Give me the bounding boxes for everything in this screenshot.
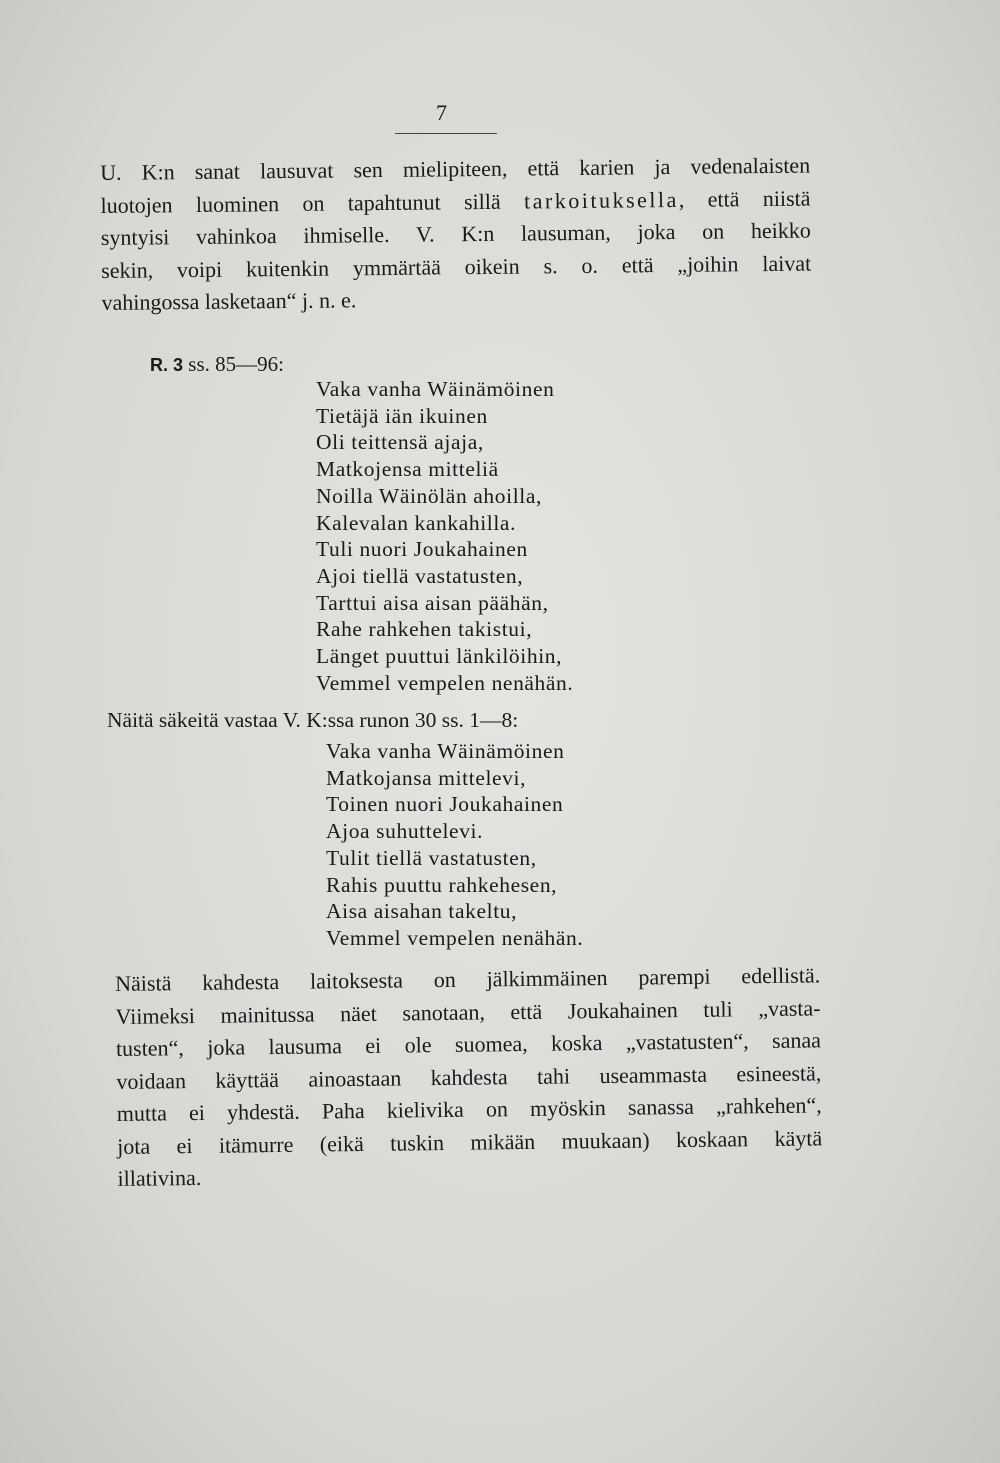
reference-bold: R. 3	[150, 355, 184, 375]
page-number: 7	[436, 100, 447, 125]
verse-line: Rahe rahkehen takistui,	[316, 617, 533, 642]
verse-line: Noilla Wäinölän ahoilla,	[316, 483, 542, 508]
emphasized-word: tarkoituksella	[523, 186, 679, 214]
paragraph-2-line: Näistä kahdesta laitoksesta on jälkimmäinen parempi edellistä.	[115, 962, 821, 996]
verse-intro: Näitä säkeitä vastaa V. K:ssa runon 30 ss. 1—8:	[107, 708, 519, 732]
paragraph-1-line: syntyisi vahinkoa ihmiselle. V. K:n lausuman, joka on heikko	[100, 217, 811, 250]
verse-line: Rahis puuttu rahkehesen,	[326, 872, 558, 897]
verse-line: Matkojensa mitteliä	[316, 457, 499, 482]
verse-line: Länget puuttui länkilöihin,	[316, 644, 563, 669]
paragraph-1-line: U. K:n sanat lausuvat sen mielipiteen, että karien ja vedenalaisten	[100, 152, 811, 185]
verse-line: Tulit tiellä vastatusten,	[326, 845, 537, 870]
verse-line: Toinen nuori Joukahainen	[326, 792, 564, 817]
paragraph-2-line: tusten“, joka lausuma ei ole suomea, koska „vastatusten“, sanaa	[115, 1027, 822, 1061]
verse-line: Tietäjä iän ikuinen	[316, 403, 488, 428]
verse-block-1	[316, 376, 573, 696]
verse-block-2	[326, 738, 583, 952]
verse-line: Ajoa suhuttelevi.	[326, 819, 484, 844]
verse-line: Vemmel vempelen nenähän.	[326, 925, 584, 950]
verse-line: Oli teittensä ajaja,	[316, 430, 484, 455]
verse-line: Kalevalan kankahilla.	[316, 510, 517, 535]
verse-line: Ajoi tiellä vastatusten,	[316, 563, 524, 588]
paragraph-1-line-text: luotojen luominen on tapahtunut sillä	[100, 188, 525, 218]
paragraph-1-line-text: , että niistä	[678, 185, 811, 212]
reference-text: ss. 85—96:	[183, 352, 284, 376]
paragraph-1-line: vahingossa lasketaan“ j. n. e.	[101, 287, 357, 315]
paragraph-1	[100, 150, 812, 320]
verse-line: Aisa aisahan takeltu,	[326, 899, 518, 924]
paragraph-2-line: mutta ei yhdestä. Paha kielivika on myöskin sanassa „rahkehen“,	[116, 1092, 822, 1126]
paragraph-2	[115, 959, 823, 1195]
verse-line: Tarttui aisa aisan päähän,	[316, 590, 549, 615]
paragraph-2-line: jota ei itämurre (eikä tuskin mikään muukaan) koskaan käytä	[117, 1124, 823, 1159]
paragraph-2-line: illativina.	[117, 1164, 202, 1191]
verse-line: Vaka vanha Wäinämöinen	[326, 739, 565, 763]
verse-line: Tuli nuori Joukahainen	[316, 537, 528, 562]
verse-reference	[150, 352, 284, 377]
paragraph-2-line: Viimeksi mainitussa näet sanotaan, että Joukahainen tuli „vasta-	[115, 994, 821, 1029]
paragraph-1-line: sekin, voipi kuitenkin ymmärtää oikein s. o. että „joihin laivat	[101, 250, 812, 283]
paragraph-2-line: voidaan käyttää ainoastaan kahdesta tahi useammasta esineestä,	[116, 1059, 822, 1094]
verse-line: Vemmel vempelen nenähän.	[316, 670, 574, 695]
verse-line: Matkojansa mittelevi,	[326, 765, 527, 790]
header-rule	[395, 133, 497, 134]
verse-line: Vaka vanha Wäinämöinen	[316, 377, 555, 401]
